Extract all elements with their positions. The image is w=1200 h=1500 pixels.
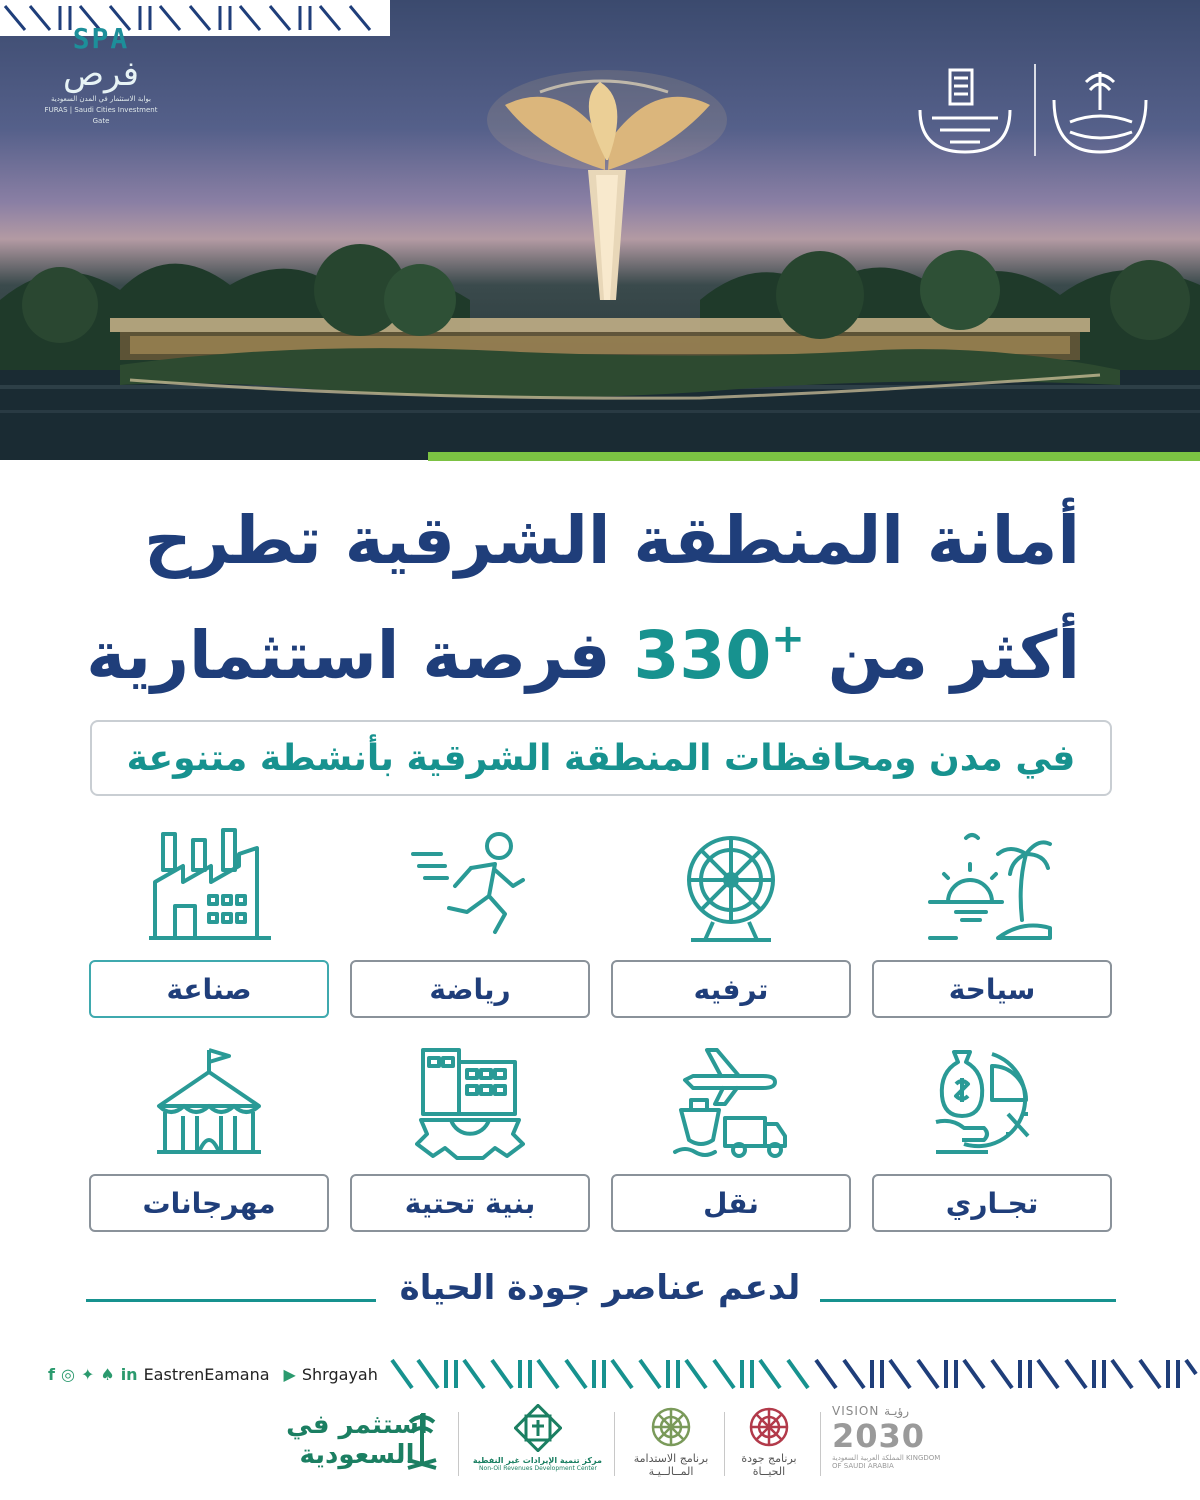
category-tourism bbox=[872, 820, 1112, 1020]
headline-line-2 bbox=[60, 590, 1080, 705]
partner-separator bbox=[820, 1412, 821, 1476]
non-oil-revenues-ar: مركز تنمية الإيرادات غير النفطية bbox=[472, 1456, 602, 1465]
beach-palm-icon bbox=[926, 824, 1058, 948]
vision-label: VISION رؤيـة bbox=[832, 1404, 910, 1418]
hero-image bbox=[0, 0, 1200, 460]
fiscal-sustainability-line-2: المــالــيـة bbox=[648, 1465, 694, 1478]
circus-tent-icon bbox=[149, 1044, 269, 1162]
quality-of-life-tagline: لدعم عناصر جودة الحياة bbox=[399, 1268, 801, 1308]
category-label-commercial: تجـاري bbox=[872, 1174, 1112, 1232]
partner-separator bbox=[458, 1412, 459, 1476]
category-sports bbox=[350, 820, 590, 1020]
fiscal-sustainability-emblem-icon bbox=[648, 1404, 694, 1450]
factory-icon bbox=[139, 824, 279, 948]
instagram-icon[interactable]: ◎ bbox=[60, 1364, 75, 1384]
non-oil-revenues-en: Non-Oil Revenues Development Center bbox=[479, 1465, 597, 1472]
category-label-tourism: سياحة bbox=[872, 960, 1112, 1018]
subtitle-box bbox=[90, 720, 1112, 796]
quality-of-life-logo bbox=[726, 1452, 812, 1478]
subtitle-text: في مدن ومحافظات المنطقة الشرقية بأنشطة متنوعة bbox=[126, 737, 1076, 779]
quality-of-life-line-2: الحيــاة bbox=[752, 1465, 786, 1478]
vision-2030-logo bbox=[832, 1404, 942, 1470]
opportunity-count-number: 330 bbox=[633, 617, 772, 694]
snapchat-icon[interactable]: ♠ bbox=[100, 1364, 115, 1384]
twitter-icon[interactable]: ✦ bbox=[80, 1364, 95, 1384]
category-label-industry: صناعة bbox=[89, 960, 329, 1018]
spa-mark: SPA bbox=[72, 22, 130, 55]
opportunity-count-plus: + bbox=[771, 616, 805, 662]
headline-suffix: فرصة استثمارية bbox=[86, 617, 611, 694]
ferris-wheel-icon bbox=[669, 824, 793, 948]
partner-separator bbox=[724, 1412, 725, 1476]
non-oil-revenues-emblem-icon bbox=[514, 1404, 562, 1452]
category-label-sports: رياضة bbox=[350, 960, 590, 1018]
category-entertainment bbox=[611, 820, 851, 1020]
furas-arabic-title: فرص bbox=[62, 54, 140, 94]
invest-saudi-line-1: استثمر في bbox=[286, 1410, 428, 1440]
category-label-entertainment: ترفيه bbox=[611, 960, 851, 1018]
building-gear-icon bbox=[415, 1044, 525, 1162]
category-festivals bbox=[89, 1040, 329, 1235]
divider-line-left bbox=[86, 1299, 376, 1302]
opportunity-count bbox=[633, 617, 804, 694]
running-person-icon bbox=[405, 824, 535, 948]
quality-of-life-line-1: برنامج جودة bbox=[741, 1452, 797, 1465]
transport-plane-ship-truck-icon bbox=[671, 1044, 791, 1162]
vision-kingdom: المملكة العربية السعودية KINGDOM OF SAUDI ARABIA bbox=[832, 1454, 941, 1470]
furas-subtitle-ar: بوابة الاستثمار في المدن السعودية bbox=[51, 95, 151, 103]
furas-subtitle-en: FURAS | Saudi Cities Investment Gate bbox=[44, 106, 158, 125]
vision-year: 2030 bbox=[832, 1417, 926, 1455]
headline-prefix: أكثر من bbox=[827, 617, 1080, 694]
category-label-festivals: مهرجانات bbox=[89, 1174, 329, 1232]
category-commercial bbox=[872, 1040, 1112, 1235]
divider-line-right bbox=[820, 1299, 1116, 1302]
category-label-infrastructure: بنية تحتية bbox=[350, 1174, 590, 1232]
headline-line-1: أمانة المنطقة الشرقية تطرح bbox=[144, 502, 1080, 579]
headline bbox=[60, 492, 1080, 705]
palm-swords-emblem-icon bbox=[1054, 72, 1146, 152]
government-logos bbox=[910, 60, 1160, 160]
youtube-icon[interactable]: ▶ bbox=[283, 1364, 296, 1384]
amana-emblem-icon bbox=[920, 70, 1010, 152]
money-bag-percent-icon bbox=[932, 1044, 1052, 1162]
social-handle-eastern-amana[interactable]: EastrenEamana bbox=[143, 1364, 270, 1384]
non-oil-revenues-logo bbox=[474, 1456, 602, 1472]
green-accent-line bbox=[428, 452, 1200, 461]
invest-saudi-line-2: السعودية bbox=[299, 1440, 415, 1470]
category-industry bbox=[89, 820, 329, 1020]
facebook-icon[interactable]: f bbox=[48, 1364, 55, 1384]
partner-separator bbox=[614, 1412, 615, 1476]
category-transport bbox=[611, 1040, 851, 1235]
kufic-pattern-band bbox=[388, 1356, 1200, 1392]
social-handle-shrgayah[interactable]: Shrgayah bbox=[301, 1364, 378, 1384]
invest-saudi-logo bbox=[272, 1410, 442, 1470]
quality-of-life-emblem-icon bbox=[746, 1404, 792, 1450]
furas-logo bbox=[36, 24, 166, 127]
linkedin-icon[interactable]: in bbox=[120, 1364, 138, 1384]
fiscal-sustainability-logo bbox=[626, 1452, 716, 1478]
category-label-transport: نقل bbox=[611, 1174, 851, 1232]
fiscal-sustainability-line-1: برنامج الاستدامة bbox=[633, 1452, 709, 1465]
social-links bbox=[48, 1360, 386, 1388]
category-infrastructure bbox=[350, 1040, 590, 1235]
